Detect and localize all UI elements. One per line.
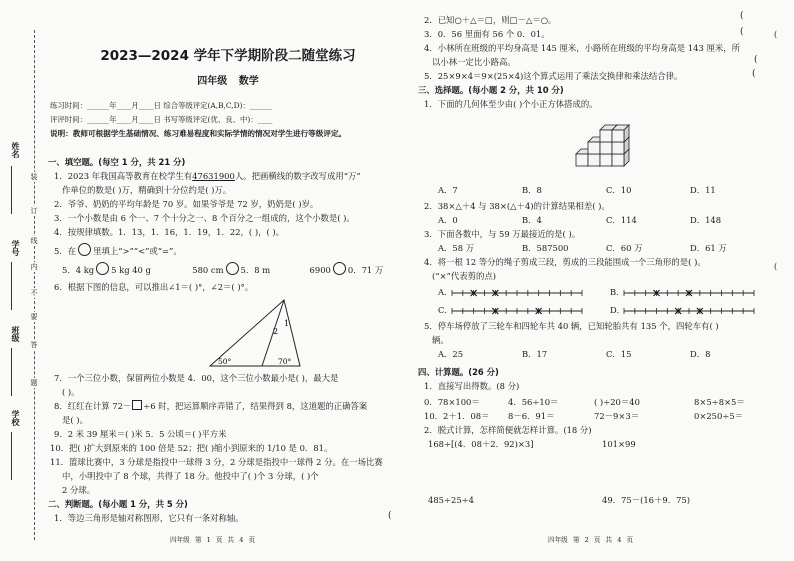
choice-4-line-2: (“×”代表剪的点) xyxy=(432,271,496,281)
option-a[interactable]: A．0 xyxy=(438,215,458,225)
step-calc-item: 168÷[(4．08＋2．92)×3] xyxy=(428,439,534,449)
q5-item: 5 kg 40 g xyxy=(111,265,151,275)
choice-5-line-2: 辆。 xyxy=(432,335,449,345)
question-1-line-2: 作单位的数是( )万，精确到十分位约是( )万。 xyxy=(62,185,232,195)
calc-2-heading: 2．脱式计算，怎样简便就怎样计算。(18 分) xyxy=(424,425,592,435)
binding-char: 答 xyxy=(30,341,38,349)
rope-option-a xyxy=(452,288,592,298)
exam-subtitle: 四年级 数学 xyxy=(197,76,259,87)
binding-char: 不 xyxy=(30,289,38,297)
compare-circle[interactable] xyxy=(226,262,239,275)
option-d[interactable]: D．61 万 xyxy=(690,243,727,253)
angle-70-label: 70° xyxy=(278,357,292,366)
angle-2-label: 2 xyxy=(273,327,279,336)
option-c[interactable]: C．15 xyxy=(606,349,632,359)
question-3: 3．一个小数是由 6 个一、7 个十分之一、8 个百分之一组成的，这个小数是( )。 xyxy=(54,213,355,223)
question-11-line-3: 2 分球。 xyxy=(62,485,96,495)
choice-3: 3．下面各数中，与 59 万最接近的是( )。 xyxy=(424,229,581,239)
q5-item: 0．71 万 xyxy=(347,265,384,275)
calc-1-heading: 1．直接写出得数。(8 分) xyxy=(424,381,520,391)
option-b[interactable]: B．587500 xyxy=(522,243,569,253)
question-6: 6．根据下图的信息，可以推出∠1＝( )°，∠2＝( )°。 xyxy=(54,282,254,292)
step-calc-item: 485÷25÷4 xyxy=(428,495,475,505)
section-multiple-choice: 三、选择题。(每小题 2 分，共 10 分) xyxy=(418,85,564,95)
step-calc-item: 49．75－(16＋9．75) xyxy=(602,495,690,505)
q1-pre-text: 1．2023 年我国高等教育在校学生有 xyxy=(54,171,193,181)
choice-3-options xyxy=(438,242,727,254)
cube-stack-figure xyxy=(574,118,632,172)
option-b[interactable]: B．8 xyxy=(522,185,542,195)
rope-option-a-label[interactable]: A． xyxy=(438,287,453,297)
rope-option-c-label[interactable]: C． xyxy=(438,305,453,315)
choice-2: 2．38×△＋4 与 38×(△＋4)的计算结果相差( )。 xyxy=(424,201,610,211)
judge-4-line-2: 以小林一定比小路高。 xyxy=(432,57,516,67)
practice-time-row: 练习时间：______年____月____日 综合等级评定(A,B,C,D)：______ xyxy=(50,101,273,110)
rope-option-b xyxy=(624,288,764,298)
question-7-line-2: ( )。 xyxy=(62,387,80,397)
choice-1-options xyxy=(438,184,716,196)
question-7-line-1: 7．一个三位小数，保留两位小数是 4．00，这个三位小数最小是( )，最大是 xyxy=(54,373,339,383)
unknown-box xyxy=(132,400,142,410)
q8-pre-text: 8．红红在计算 72－ xyxy=(54,401,132,411)
unit-cube xyxy=(612,125,629,142)
q8-post-text: ÷6 时，把运算顺序弄错了，结果得到 8，这道题的正确答案 xyxy=(143,401,368,411)
oral-calc-item: 0．78×100＝ xyxy=(424,397,480,407)
question-8-line-2: 是( )。 xyxy=(62,415,88,425)
triangle-figure xyxy=(204,298,304,370)
question-1-line-1 xyxy=(54,170,361,182)
oral-calc-item: 72－9×3＝ xyxy=(594,411,640,421)
compare-circle[interactable] xyxy=(333,262,346,275)
judge-4-line-1: 4．小林所在班级的平均身高是 145 厘米，小路所在班级的平均身高是 143 厘米，所 xyxy=(424,43,740,53)
evaluation-time-row: 评评时间：______年____月____日 书写等级评定(优、良、中)：____ xyxy=(50,115,273,124)
judge-5: 5．25×9×4＝9×(25×4)这个算式运用了乘法交换律和乘法结合律。 xyxy=(424,71,683,81)
rope-option-d-label[interactable]: D． xyxy=(610,305,626,315)
question-11-line-2: 中，小明投中了 8 个球，共得了 18 分。他投中了( )个 3 分球，( )个 xyxy=(62,471,319,481)
question-9: 9．2 米 39 厘米＝( )米 5．5 公顷＝( )平方米 xyxy=(54,429,227,439)
page-one: 2023—2024 学年下学期阶段二随堂练习 四年级 数学 练习时间：______年____月____日 综合等级评定(A,B,C,D)：______ 评评时间：______年____月____日 书写等级评定(优、良、中)：____ 说明：教师可根据学生基础情况、练习难易程度和实际学情的情况对学生进行等级评定。 一、填空题。(每空 1 分，共 21 分) 1．2023 年我国高等教育在校学生有47631900人。把画横线的数字改写成用“万” 作单位的数是( )万，精确到十分位约是( )万。 2．爷爷、奶奶的平均年龄是 70 岁。如果爷爷是 72 岁，奶奶是( )岁。 3．一个小数是由 6 个一、7 个十分之一、8 个百分之一组成的，这个小数是( )。 4．按规律填数。1．13，1．16，1．19，1．22，( )，( )。 5．在 里填上“>”“<”或“=”。 5．4 kg 5 kg 40 g 580 cm 5．8 m 6900 0．71 万 6．根据下图的信息，可以推出∠1＝( )°，∠2＝( )°。 1 2 50° 70° 7．一个三位小数，保留两位小数是 4．00，这个三位小数最小是( )，最大是 ( )。 8．红红在计算 72－ ÷6 时，把运算顺序弄错了，结果得到 8，这道题的正确答案 是( )。 9．2 米 39 厘米＝( )米 5．5 公顷＝( )平方米 10．把( )扩大到原来的 100 倍是 52；把( )缩小到原来的 1/10 是 0．81。 11．篮球比赛中，3 分球是指投中一球得 3 分，2 分球是指投中一球得 2 分。在一场比赛 中，小明投中了 8 个球，共得了 18 分。他投中了( )个 3 分球，( )个 2 分球。 二、判断题。(每小题 1 分，共 5 分) 1．等边三角形是轴对称图形，它只有一条对称轴。 ( 四年级 第 1 页 共 4 页 xyxy=(48,0,400,561)
option-c[interactable]: C．114 xyxy=(606,215,637,225)
binding-char: 线 xyxy=(30,237,38,245)
student-id-field-label: 学号 xyxy=(11,240,21,256)
question-2: 2．爷爷、奶奶的平均年龄是 70 岁。如果爷爷是 72 岁，奶奶是( )岁。 xyxy=(54,199,319,209)
judge-3: 3．0．56 里面有 56 个 0．01。 xyxy=(424,29,550,39)
angle-50-label: 50° xyxy=(218,357,232,366)
option-d[interactable]: D．148 xyxy=(690,215,722,225)
oral-calc-item: 4．56÷10＝ xyxy=(508,397,559,407)
oral-calc-item: 8×5÷8×5＝ xyxy=(694,397,745,407)
student-id-field-line xyxy=(11,262,12,310)
q1-underlined-number: 47631900 xyxy=(192,171,235,181)
angle-1-label: 1 xyxy=(284,319,290,328)
binding-char: 装 xyxy=(30,173,38,181)
option-b[interactable]: B．4 xyxy=(522,215,542,225)
compare-circle xyxy=(78,243,91,256)
judge-1: 1．等边三角形是轴对称图形，它只有一条对称轴。 xyxy=(54,513,244,523)
choice-1: 1．下面的几何体至少由( )个小正方体搭成的。 xyxy=(424,99,598,109)
option-a[interactable]: A．25 xyxy=(438,349,464,359)
option-d[interactable]: D．8 xyxy=(690,349,711,359)
binding-char: 内 xyxy=(30,263,38,271)
q5-pre-text: 5．在 xyxy=(54,246,77,256)
section-fill-blank: 一、填空题。(每空 1 分，共 21 分) xyxy=(48,157,186,167)
binding-char: 订 xyxy=(30,207,38,215)
option-a[interactable]: A．58 万 xyxy=(438,243,475,253)
question-10: 10．把( )扩大到原来的 100 倍是 52；把( )缩小到原来的 1/10 是 0．81。 xyxy=(50,443,333,453)
oral-calc-row-1 xyxy=(424,396,745,408)
rope-option-c xyxy=(452,306,592,316)
q1-post-text: 人。把画横线的数字改写成用“万” xyxy=(234,171,361,181)
choice-5-line-1: 5．停车场停放了三轮车和四轮车共 40 辆，已知轮胎共有 135 个，四轮车有( ) xyxy=(424,321,719,331)
oral-calc-item: 10．2＋1．08＝ xyxy=(424,411,490,421)
name-field-line xyxy=(11,166,12,214)
school-field-label: 学校 xyxy=(11,410,21,426)
binding-strip xyxy=(0,0,44,561)
exam-sheet: 姓名 学号 班级 学校 装 订 线 内 不 要 答 题 2023—2024 学年下学期阶段二随堂练习 四年级 数学 练习时间：______年____月____日 综合等级评定(A,B,C,D)：______ 评评时间：______年____月____日 书写等级评定(优、良、中)：____ 说明：教师可根据学生基础情况、练习难易程度和实际学情的情况对学生进行等级评定。 一、填空题。(每空 1 分，共 21 分) 1．2023 年我国高等教育在校学生有47631900人。把画横线的数字改写成用“万” 作单位的数是( )万，精确到十分位约是( )万。 2．爷爷、奶奶的平均年龄是 70 岁。如果爷爷是 72 岁，奶奶是( )岁。 3．一个小数是由 6 个一、7 个十分之一、8 个百分之一组成的，这个小数是( )。 4．按规律填数。1．13，1．16，1．19，1．22，( )，( )。 5．在 里填上“>”“<”或“=”。 5．4 kg 5 kg 40 g 580 cm 5．8 m 6900 0．71 万 6．根据下图的信息，可以推出∠1＝( )°，∠2＝( )°。 1 2 50° 70° 7．一个三位小数，保留两位小数是 4．00，这个三位小数最小是( )，最大是 ( )。 8．红红在计算 72－ ÷6 时，把运算顺序弄错了，结果得到 8，这道题的正确答案 是( )。 9．2 米 39 厘米＝( )米 5．5 公顷＝( )平方米 10．把( )扩大到原来的 100 倍是 52；把( )缩小到原来的 1/10 是 0．81。 11．篮球比赛中，3 分球是指投中一球得 3 分，2 分球是指投中一球得 2 分。在一场比赛 中，小明投中了 8 个球，共得了 18 分。他投中了( )个 3 分球，( )个 2 分球。 二、判断题。(每小题 1 分，共 5 分) 1．等边三角形是轴对称图形，它只有一条对称轴。 ( 四年级 第 1 页 共 4 页 ( 2．已知○＋△＝□，则□－△＝○。 ( 3．0．56 里面有 56 个 0．01。 4．小林所在班级的平均身高是 145 厘米，小路所在班级的平均身高是 143 厘米，所 以小林一定比小路高。 ( 5．25×9×4＝9×(25×4)这个算式运用了乘法交换律和乘法结合律。 ( 三、选择题。(每小题 2 分，共 10 分) 1．下面的几何体至少由( )个小正方体搭成的。 A．7 B．8 C．10 D．11 2．38×△＋4 与 38×(△＋4)的计算结果相差( )。 A．0 B．4 C．114 D．148 3．下面各数中，与 59 万最接近的是( )。 A．58 万 B．587500 C．60 万 D．61 万 4．将一根 12 等分的绳子剪成三段，剪成的三段能围成一个三角形的是( )。 (“×”代表剪的点) A． B． C． D． 5．停车场停放了三轮车和四轮车共 40 辆，已知轮胎共有 135 个，四轮车有( ) 辆。 A．25 B．17 C．15 D．8 四、计算题。(26 分) 1．直接写出得数。(8 分) 0．78×100＝ 4．56÷10＝ ( )÷20＝40 8×5÷8×5＝ 10．2＋1．08＝ 8－6．91＝ 72－9×3＝ 0×250÷5＝ 2．脱式计算，怎样简便就怎样计算。(18 分) 168÷[(4．08＋2．92)×3] 101×99 485÷25÷4 49．75－(16＋9．75) 四年级 第 2 页 共 4 页 ( ( xyxy=(0,0,794,561)
step-calc-item: 101×99 xyxy=(602,439,636,449)
q5-compare-row xyxy=(62,262,383,276)
instructions-note: 说明：教师可根据学生基础情况、练习难易程度和实际学情的情况对学生进行等级评定。 xyxy=(50,129,347,138)
question-5 xyxy=(54,243,182,257)
oral-calc-row-2 xyxy=(424,410,743,422)
q5-item: 6900 xyxy=(309,265,331,275)
question-11-line-1: 11．篮球比赛中，3 分球是指投中一球得 3 分，2 分球是指投中一球得 2 分。在一场比赛 xyxy=(50,457,383,467)
question-4: 4．按规律填数。1．13，1．16，1．19，1．22，( )，( )。 xyxy=(54,227,285,237)
option-c[interactable]: C．60 万 xyxy=(606,243,643,253)
rope-option-b-label[interactable]: B． xyxy=(610,287,625,297)
rope-option-d xyxy=(624,306,764,316)
choice-5-options xyxy=(438,348,710,360)
oral-calc-item: 8－6．91＝ xyxy=(508,411,555,421)
choice-2-options xyxy=(438,214,721,226)
class-field-line xyxy=(11,348,12,396)
page-two-footer: 四年级 第 2 页 共 4 页 xyxy=(548,536,634,544)
q5-item: 5．8 m xyxy=(240,265,271,275)
page-two: ( 2．已知○＋△＝□，则□－△＝○。 ( 3．0．56 里面有 56 个 0．01。 4．小林所在班级的平均身高是 145 厘米，小路所在班级的平均身高是 143 厘米，所 以小林一定比小路高。 ( 5．25×9×4＝9×(25×4)这个算式运用了乘法交换律和乘法结合律。 ( 三、选择题。(每小题 2 分，共 10 分) 1．下面的几何体至少由( )个小正方体搭成的。 A．7 B．8 C．10 D．11 2．38×△＋4 与 38×(△＋4)的计算结果相差( )。 A．0 B．4 C．114 D．148 3．下面各数中，与 59 万最接近的是( )。 A．58 万 B．587500 C．60 万 D．61 万 4．将一根 12 等分的绳子剪成三段，剪成的三段能围成一个三角形的是( )。 (“×”代表剪的点) A． B． C． D． 5．停车场停放了三轮车和四轮车共 40 辆，已知轮胎共有 135 个，四轮车有( ) 辆。 A．25 B．17 C．15 D．8 四、计算题。(26 分) 1．直接写出得数。(8 分) 0．78×100＝ 4．56÷10＝ ( )÷20＝40 8×5÷8×5＝ 10．2＋1．08＝ 8－6．91＝ 72－9×3＝ 0×250÷5＝ 2．脱式计算，怎样简便就怎样计算。(18 分) 168÷[(4．08＋2．92)×3] 101×99 485÷25÷4 49．75－(16＋9．75) 四年级 第 2 页 共 4 页 xyxy=(414,0,778,561)
question-8-line-1 xyxy=(54,400,367,412)
section-true-false: 二、判断题。(每小题 1 分，共 5 分) xyxy=(48,499,188,509)
q5-item: 580 cm xyxy=(192,265,224,275)
compare-circle[interactable] xyxy=(96,262,109,275)
class-field-label: 班级 xyxy=(11,326,21,342)
option-c[interactable]: C．10 xyxy=(606,185,632,195)
binding-char: 题 xyxy=(30,379,38,387)
cut-line xyxy=(34,30,35,540)
option-a[interactable]: A．7 xyxy=(438,185,458,195)
exam-title: 2023—2024 学年下学期阶段二随堂练习 xyxy=(100,48,356,64)
q5-item: 5．4 kg xyxy=(62,265,95,275)
option-b[interactable]: B．17 xyxy=(522,349,548,359)
q5-post-text: 里填上“>”“<”或“=”。 xyxy=(93,246,182,256)
section-calculation: 四、计算题。(26 分) xyxy=(418,367,499,377)
oral-calc-item: ( )÷20＝40 xyxy=(594,397,640,407)
judge-2: 2．已知○＋△＝□，则□－△＝○。 xyxy=(424,15,557,25)
school-field-line xyxy=(11,432,12,480)
page-one-footer: 四年级 第 1 页 共 4 页 xyxy=(170,536,256,544)
name-field-label: 姓名 xyxy=(11,142,21,158)
binding-char: 要 xyxy=(30,313,38,321)
oral-calc-item: 0×250÷5＝ xyxy=(694,411,744,421)
choice-4-line-1: 4．将一根 12 等分的绳子剪成三段，剪成的三段能围成一个三角形的是( )。 xyxy=(424,257,706,267)
option-d[interactable]: D．11 xyxy=(690,185,716,195)
